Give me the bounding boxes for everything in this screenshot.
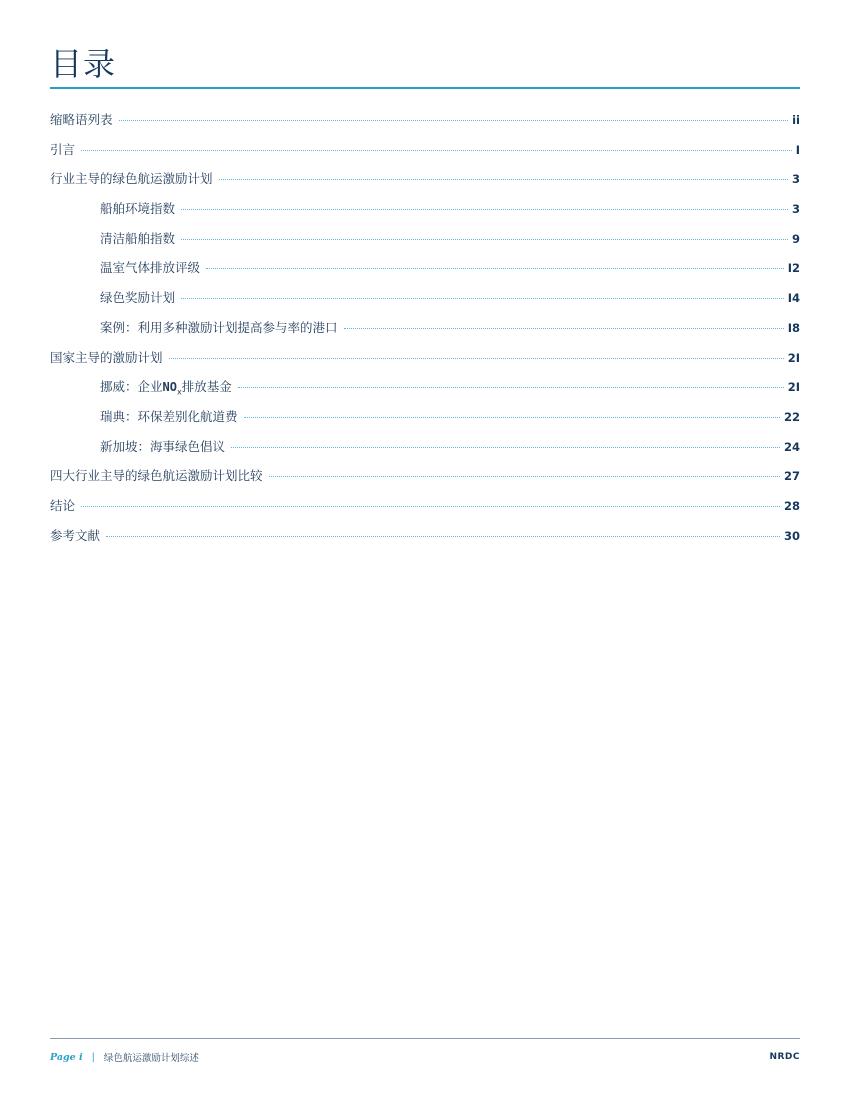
page-footer (50, 1049, 800, 1065)
footer-organization-logo: NRDC (769, 1052, 800, 1062)
table-of-contents (50, 110, 800, 555)
toc-dot-leader (81, 506, 780, 507)
toc-entry-label (100, 377, 232, 395)
footer-document-title: 绿色航运激励计划综述 (103, 1053, 199, 1064)
toc-page-number: I2 (787, 261, 800, 276)
toc-entry-industry-led-programs[interactable] (50, 169, 800, 199)
toc-entry-clean-shipping-index[interactable] (50, 229, 800, 259)
toc-page-number: I4 (787, 291, 800, 306)
toc-entry-label: 瑞典：环保差别化航道费 (100, 408, 238, 424)
toc-dot-leader (181, 239, 788, 240)
toc-page-number: 28 (783, 498, 800, 513)
toc-page-number: 2I (787, 350, 800, 365)
title-divider (50, 87, 800, 89)
toc-dot-leader (206, 268, 784, 269)
toc-dot-leader (269, 476, 780, 477)
toc-entry-label: 引言 (50, 141, 76, 157)
toc-page-number: 2I (787, 380, 800, 395)
toc-entry-label: 结论 (50, 497, 76, 513)
toc-page-number: 9 (791, 231, 800, 246)
footer-divider (50, 1038, 800, 1039)
toc-entry-label: 新加坡：海事绿色倡议 (100, 438, 226, 454)
toc-entry-green-award[interactable] (50, 288, 800, 318)
toc-entry-label: 清洁船舶指数 (100, 230, 176, 246)
toc-entry-references[interactable] (50, 526, 800, 556)
toc-page-number: ii (792, 113, 800, 127)
toc-dot-leader (169, 358, 784, 359)
toc-page-number: 22 (783, 409, 800, 424)
toc-label-subscript: x (176, 387, 182, 397)
toc-page-number: 3 (791, 202, 800, 217)
toc-dot-leader (344, 328, 784, 329)
toc-dot-leader (231, 447, 780, 448)
toc-entry-comparison[interactable] (50, 466, 800, 496)
toc-dot-leader (181, 209, 788, 210)
toc-dot-leader (181, 298, 784, 299)
toc-dot-leader (81, 150, 792, 151)
toc-entry-label: 船舶环境指数 (100, 201, 176, 217)
toc-page-number: I8 (787, 320, 800, 335)
toc-page-number: 24 (783, 439, 800, 454)
toc-entry-label: 缩略语列表 (50, 112, 113, 127)
toc-entry-singapore-mgi[interactable] (50, 437, 800, 467)
footer-page-number: Page i (50, 1051, 83, 1063)
toc-entry-label: 案例：利用多种激励计划提高参与率的港口 (100, 319, 338, 335)
toc-entry-sweden-fairway-dues[interactable] (50, 407, 800, 437)
toc-entry-label: 四大行业主导的绿色航运激励计划比较 (50, 468, 263, 484)
toc-dot-leader (106, 536, 780, 537)
toc-label-prefix: 挪威：企业 (100, 379, 163, 395)
toc-entry-conclusion[interactable] (50, 496, 800, 526)
toc-entry-norway-nox-fund[interactable] (50, 377, 800, 407)
toc-entry-government-led-programs[interactable] (50, 348, 800, 378)
page-title: 目录 (50, 45, 117, 83)
toc-entry-ghg-emission-rating[interactable] (50, 258, 800, 288)
footer-separator: | (91, 1051, 95, 1063)
toc-dot-leader (244, 417, 780, 418)
toc-entry-environmental-ship-index[interactable] (50, 199, 800, 229)
toc-entry-case-study-ports[interactable] (50, 318, 800, 348)
toc-page-number: 30 (783, 528, 800, 543)
toc-entry-introduction[interactable] (50, 140, 800, 170)
toc-page-number: I (795, 142, 800, 157)
toc-entry-label: 国家主导的激励计划 (50, 349, 163, 365)
toc-dot-leader (238, 387, 784, 388)
toc-entry-abbreviations[interactable] (50, 110, 800, 140)
toc-dot-leader (119, 120, 789, 121)
toc-page-number: 27 (783, 469, 800, 484)
toc-page-number: 3 (791, 172, 800, 187)
toc-label-formula: NO (162, 380, 177, 395)
toc-entry-label: 温室气体排放评级 (100, 260, 201, 276)
toc-entry-label: 行业主导的绿色航运激励计划 (50, 171, 213, 187)
toc-entry-label: 参考文献 (50, 527, 101, 543)
toc-entry-label: 绿色奖励计划 (100, 290, 176, 306)
toc-label-suffix: 排放基金 (181, 379, 232, 395)
toc-dot-leader (219, 179, 788, 180)
